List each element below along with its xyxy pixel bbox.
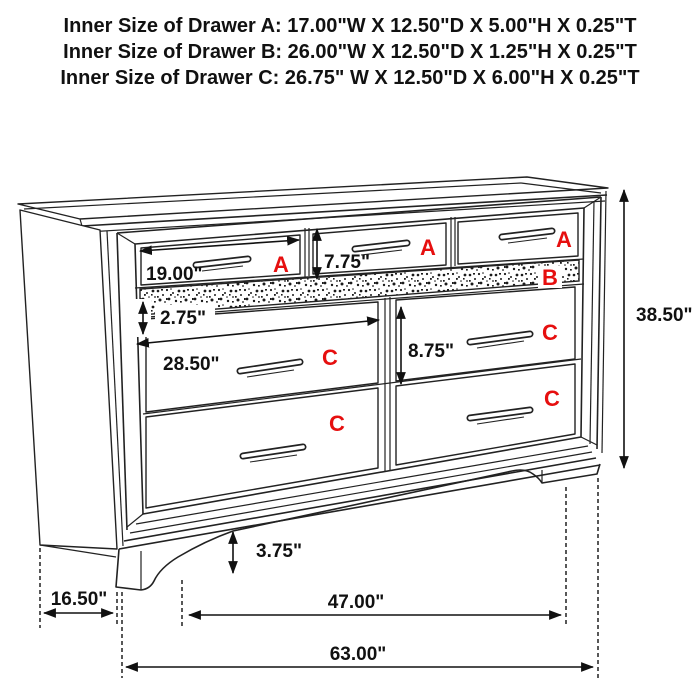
dim-drawer-a-width-label: 19.00" xyxy=(146,264,203,285)
dim-base-height-label: 3.75" xyxy=(256,541,302,562)
title-line-drawer-b: Inner Size of Drawer B: 26.00"W X 12.50"D X 1.25"H X 0.25"T xyxy=(63,41,637,63)
dim-drawer-c-height-label: 8.75" xyxy=(408,341,454,362)
dim-overall-height-label: 38.50" xyxy=(636,305,693,326)
title-block xyxy=(60,15,639,89)
label-drawer-c-top-right: C xyxy=(542,320,558,345)
label-drawer-a3: A xyxy=(556,227,572,252)
label-drawer-c-bottom-left: C xyxy=(329,411,345,436)
title-line-drawer-c: Inner Size of Drawer C: 26.75" W X 12.50"D X 6.00"H X 0.25"T xyxy=(60,67,640,89)
title-line-drawer-a: Inner Size of Drawer A: 17.00"W X 12.50"D X 5.00"H X 0.25"T xyxy=(63,15,637,37)
dim-drawer-a-height-label: 7.75" xyxy=(324,252,370,273)
label-drawer-a2: A xyxy=(420,235,436,260)
dim-overall-width-label: 63.00" xyxy=(329,644,387,665)
label-drawer-c-bottom-right: C xyxy=(544,386,560,411)
dim-drawer-c-width-label: 28.50" xyxy=(163,354,220,375)
label-drawer-a1: A xyxy=(273,252,289,277)
label-drawer-b: B xyxy=(542,265,558,290)
label-drawer-c-top-left: C xyxy=(322,345,338,370)
dim-overall-depth-label: 16.50" xyxy=(50,589,108,610)
dim-band-height-label: 2.75" xyxy=(160,308,206,329)
dim-feet-span-label: 47.00" xyxy=(327,592,385,613)
